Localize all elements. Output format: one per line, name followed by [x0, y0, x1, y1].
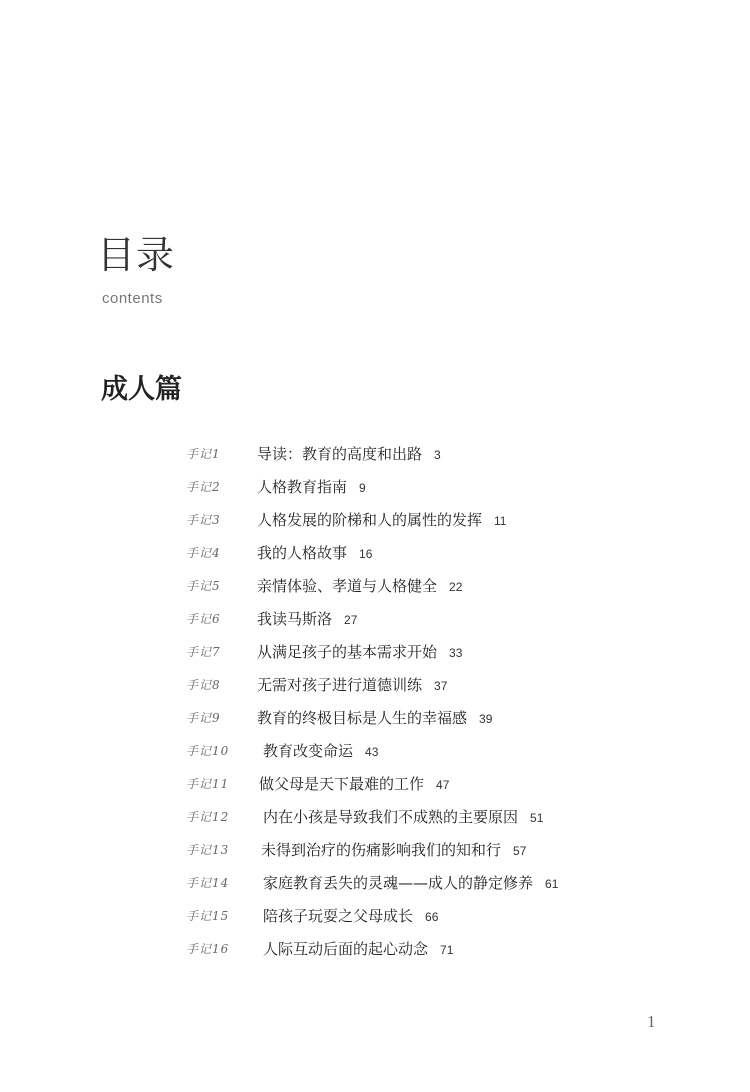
entry-label: 手记12 — [186, 810, 230, 824]
page-subtitle: contents — [102, 290, 163, 307]
entry-title-text: 人格教育指南 — [257, 478, 348, 496]
entry-title-text: 导读：教育的高度和出路 — [257, 445, 423, 463]
entry-page-number: 43 — [365, 745, 379, 759]
entry-label: 手记6 — [186, 612, 221, 626]
entry-title — [257, 476, 366, 497]
entry-label: 手记7 — [186, 645, 221, 659]
entry-page-number: 33 — [449, 646, 463, 660]
entry-page-number: 3 — [434, 448, 441, 462]
toc-entry[interactable] — [0, 442, 750, 475]
entry-page-number: 16 — [359, 547, 373, 561]
entry-title-text: 人际互动后面的起心动念 — [263, 940, 429, 958]
entry-title — [263, 872, 558, 893]
entry-title-text: 内在小孩是导致我们不成熟的主要原因 — [263, 808, 519, 826]
entry-label: 手记2 — [186, 480, 221, 494]
entry-title — [257, 575, 462, 596]
entry-page-number: 11 — [494, 514, 507, 528]
toc-entry[interactable] — [0, 871, 750, 904]
entry-title — [261, 839, 526, 860]
page-number: 1 — [647, 1012, 656, 1031]
entry-title-text: 家庭教育丢失的灵魂——成人的静定修养 — [263, 874, 534, 892]
entry-title-text: 我读马斯洛 — [257, 610, 333, 628]
entry-page-number: 51 — [530, 811, 544, 825]
entry-title-text: 教育的终极目标是人生的幸福感 — [257, 709, 468, 727]
entry-label: 手记8 — [186, 678, 221, 692]
entry-page-number: 22 — [449, 580, 463, 594]
toc-entry[interactable] — [0, 805, 750, 838]
page-title: 目录 — [97, 233, 176, 277]
entry-page-number: 61 — [545, 877, 559, 891]
entry-page-number: 71 — [440, 943, 454, 957]
entry-title-text: 未得到治疗的伤痛影响我们的知和行 — [261, 841, 502, 859]
entry-title — [259, 773, 449, 794]
entry-title — [257, 674, 447, 695]
entry-title-text: 人格发展的阶梯和人的属性的发挥 — [257, 511, 483, 529]
entry-title — [263, 806, 543, 827]
toc-entry[interactable] — [0, 772, 750, 805]
entry-title — [263, 740, 378, 761]
entry-title-text: 做父母是天下最难的工作 — [259, 775, 425, 793]
entry-page-number: 47 — [436, 778, 450, 792]
entry-title-text: 教育改变命运 — [263, 742, 354, 760]
toc-list — [0, 442, 750, 970]
entry-title-text: 陪孩子玩耍之父母成长 — [263, 907, 414, 925]
entry-page-number: 39 — [479, 712, 493, 726]
toc-entry[interactable] — [0, 508, 750, 541]
entry-title — [257, 542, 372, 563]
toc-entry[interactable] — [0, 640, 750, 673]
entry-page-number: 66 — [425, 910, 439, 924]
toc-entry[interactable] — [0, 541, 750, 574]
entry-title-text: 无需对孩子进行道德训练 — [257, 676, 423, 694]
entry-title — [257, 707, 492, 728]
entry-title — [263, 938, 453, 959]
toc-entry[interactable] — [0, 739, 750, 772]
entry-label: 手记9 — [186, 711, 221, 725]
entry-label: 手记15 — [186, 909, 230, 923]
entry-label: 手记13 — [186, 843, 230, 857]
entry-label: 手记16 — [186, 942, 230, 956]
entry-label: 手记5 — [186, 579, 221, 593]
entry-title — [257, 443, 441, 464]
entry-label: 手记3 — [186, 513, 221, 527]
toc-entry[interactable] — [0, 673, 750, 706]
entry-page-number: 27 — [344, 613, 358, 627]
entry-page-number: 57 — [513, 844, 527, 858]
entry-title — [257, 509, 506, 530]
toc-entry[interactable] — [0, 937, 750, 970]
entry-title — [257, 608, 357, 629]
toc-entry[interactable] — [0, 475, 750, 508]
entry-label: 手记11 — [186, 777, 230, 791]
entry-page-number: 37 — [434, 679, 448, 693]
toc-entry[interactable] — [0, 838, 750, 871]
entry-label: 手记14 — [186, 876, 230, 890]
toc-entry[interactable] — [0, 607, 750, 640]
entry-title — [263, 905, 438, 926]
entry-title — [257, 641, 462, 662]
toc-entry[interactable] — [0, 706, 750, 739]
entry-title-text: 我的人格故事 — [257, 544, 348, 562]
entry-label: 手记1 — [186, 447, 221, 461]
entry-title-text: 从满足孩子的基本需求开始 — [257, 643, 438, 661]
entry-title-text: 亲情体验、孝道与人格健全 — [257, 577, 438, 595]
entry-label: 手记10 — [186, 744, 230, 758]
entry-page-number: 9 — [359, 481, 366, 495]
entry-label: 手记4 — [186, 546, 221, 560]
section-title: 成人篇 — [101, 374, 182, 405]
toc-entry[interactable] — [0, 574, 750, 607]
toc-entry[interactable] — [0, 904, 750, 937]
